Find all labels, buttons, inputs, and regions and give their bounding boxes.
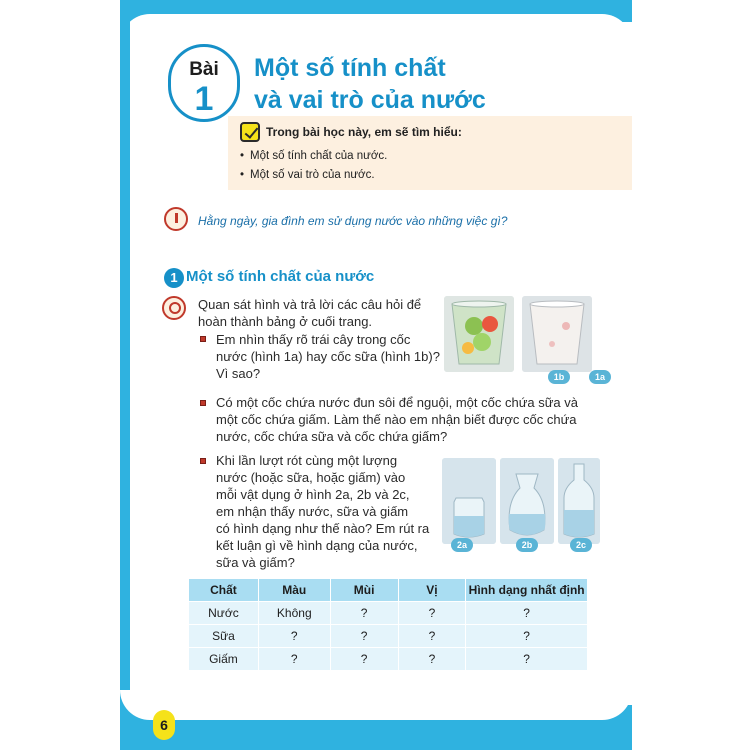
question-3: Khi lần lượt rót cùng một lượng nước (hoặc sữa, hoặc giấm) vào mỗi vật dụng ở hình 2a, 2b và 2c, em nhận thấy nước, sữa và giấm có hình dạng như thế nào? Em rút ra kết luận gì về hình dạng của nước, sữa và giấm? [216,453,430,570]
table-cell: Nước [189,602,259,625]
warmup-question: Hằng ngày, gia đình em sử dụng nước vào những việc gì? [198,214,508,228]
jar-image [442,458,496,544]
check-icon [240,122,260,142]
left-border [120,18,130,718]
photo-label-1a: 1a [589,370,611,384]
question-2: Có một cốc chứa nước đun sôi để nguội, một cốc chứa sữa và một cốc chứa giấm. Làm thế nào em nhận biết được cốc chứa nước, cốc chứa sữa và cốc chứa giấm? [216,395,579,444]
top-border-curve [120,14,632,44]
objectives-box [228,116,632,190]
lesson-title [240,48,632,126]
intro-text: Quan sát hình và trả lời các câu hỏi để hoàn thành bảng ở cuối trang. [198,297,422,329]
glass-water-fruit-image [444,296,514,372]
lesson-number: 1 [194,80,214,118]
table-header-row [189,579,588,602]
bottle-image [558,458,600,544]
table-cell: ? [466,602,588,625]
objective-item: • Một số tính chất của nước. [240,150,388,162]
table-cell: ? [330,602,398,625]
table-header-cell: Màu [258,579,330,602]
photo-label-1b: 1b [548,370,570,384]
table-row [189,648,588,671]
table-cell: ? [398,648,466,671]
table-cell: ? [466,648,588,671]
table-cell: ? [330,648,398,671]
vase-image [500,458,554,544]
photo-glass-milk-fruit [522,296,592,372]
table-header-cell: Mùi [330,579,398,602]
power-button-icon [164,207,188,231]
lesson-word: Bài [189,59,219,80]
table-cell: Không [258,602,330,625]
lesson-badge [168,44,240,122]
glass-milk-fruit-image [522,296,592,372]
photo-container-2c [558,458,600,544]
photo-label-2b: 2b [516,538,538,552]
photo-label-2a: 2a [451,538,473,552]
table-cell: ? [330,625,398,648]
section-title: Một số tính chất của nước [186,268,375,285]
table-cell: ? [258,625,330,648]
lesson-title-line2: và vai trò của nước [254,86,486,114]
objectives-heading: Trong bài học này, em sẽ tìm hiểu: [266,125,462,139]
magnifier-icon [162,296,186,320]
section-number: 1 [164,268,184,288]
question-1: Em nhìn thấy rõ trái cây trong cốc nước (hình 1a) hay cốc sữa (hình 1b)? Vì sao? [216,332,440,381]
table-cell: Giấm [189,648,259,671]
table-header-cell: Chất [189,579,259,602]
bullet-dot: • [240,150,245,162]
table-cell: ? [258,648,330,671]
textbook-page [120,0,632,750]
bullet-dot: • [240,169,245,181]
table-header-cell: Vị [398,579,466,602]
table-cell: ? [466,625,588,648]
photo-label-2c: 2c [570,538,592,552]
photo-container-2a [442,458,496,544]
table-row [189,602,588,625]
table-row [189,625,588,648]
properties-table [188,578,588,671]
bottom-border-curve [120,690,632,720]
table-cell: ? [398,625,466,648]
photo-glass-water-fruit [444,296,514,372]
lesson-title-line1: Một số tính chất [254,54,446,82]
bullet-marker [200,458,206,464]
table-cell: ? [398,602,466,625]
objective-item: • Một số vai trò của nước. [240,169,375,181]
page-number: 6 [153,710,175,740]
photo-container-2b [500,458,554,544]
bullet-marker [200,336,206,342]
bullet-marker [200,400,206,406]
table-cell: Sữa [189,625,259,648]
table-header-cell: Hình dạng nhất định [466,579,588,602]
